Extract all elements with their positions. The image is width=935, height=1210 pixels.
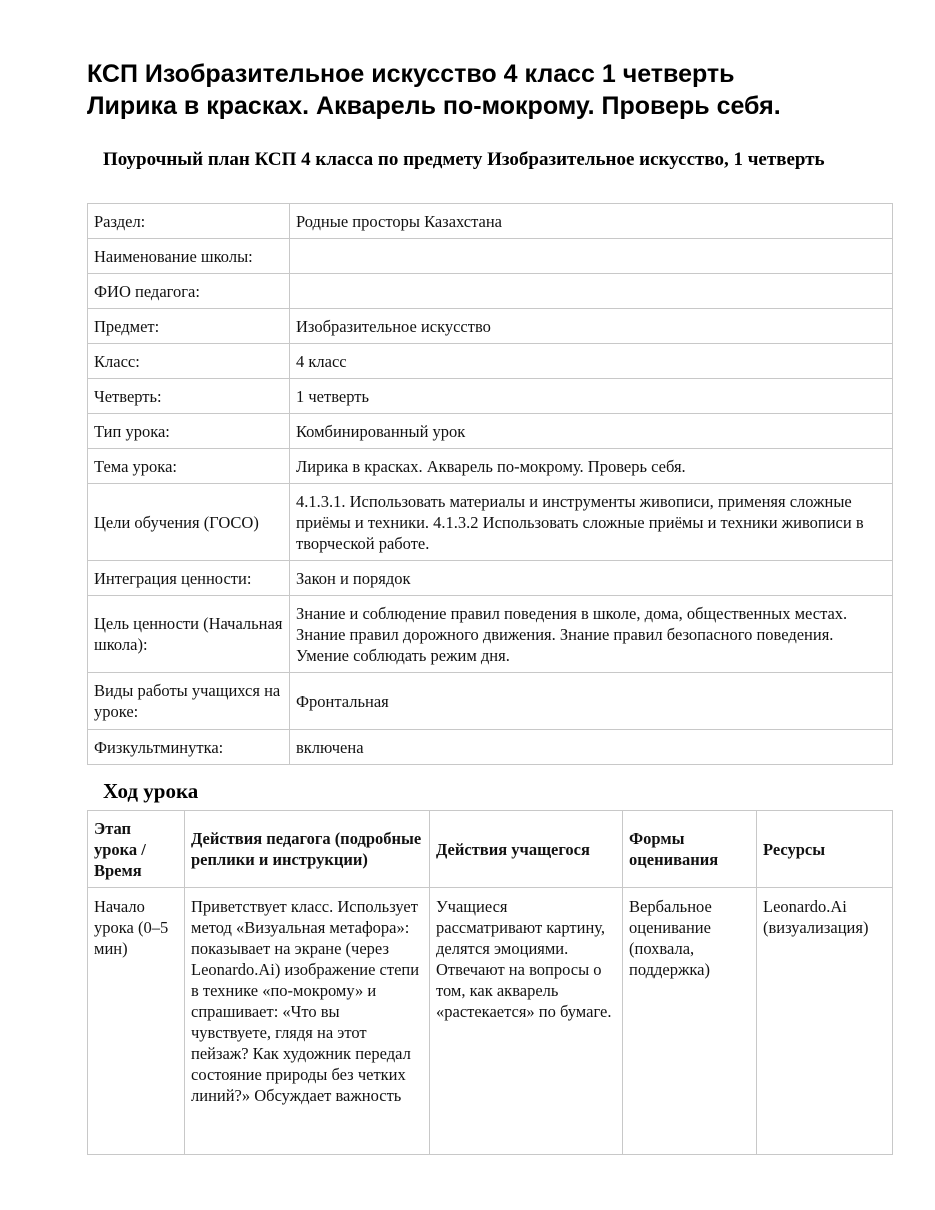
info-value: Родные просторы Казахстана: [290, 204, 893, 239]
assessment-cell: Вербальное оценивание (похвала, поддержка): [623, 888, 757, 1155]
info-value: 4.1.3.1. Использовать материалы и инструменты живописи, применяя сложные приёмы и техники. 4.1.3.2 Использовать сложные приёмы и техники живописи в творческой работе.: [290, 484, 893, 561]
column-header-assessment: Формы оценивания: [623, 811, 757, 888]
page-title-line-2: Лирика в красках. Акварель по-мокрому. Проверь себя.: [87, 92, 781, 120]
info-label: Тип урока:: [88, 414, 290, 449]
info-value: Закон и порядок: [290, 561, 893, 596]
info-value: 1 четверть: [290, 379, 893, 414]
info-label: Физкультминутка:: [88, 730, 290, 765]
teacher-actions-cell: Приветствует класс. Использует метод «Визуальная метафора»: показывает на экране (через Leonardo.Ai) изображение степи в технике «по-мокрому» и спрашивает: «Что вы чувствуете, глядя на этот пейзаж? Как художник передал состояние природы без четких линий?» Обсуждает важность: [185, 888, 430, 1155]
stage-cell: Начало урока (0–5 мин): [88, 888, 185, 1155]
info-value: Фронтальная: [290, 673, 893, 730]
info-label: ФИО педагога:: [88, 274, 290, 309]
table-row: [88, 596, 893, 673]
table-row: [88, 239, 893, 274]
lesson-progress-table: [87, 810, 893, 1155]
table-row: [88, 274, 893, 309]
info-value: Комбинированный урок: [290, 414, 893, 449]
table-row: [88, 561, 893, 596]
lesson-progress-heading: Ход урока: [103, 779, 199, 803]
table-header-row: [88, 811, 893, 888]
column-header-student-actions: Действия учащегося: [430, 811, 623, 888]
student-actions-cell: Учащиеся рассматривают картину, делятся эмоциями. Отвечают на вопросы о том, как акварель «растекается» по бумаге.: [430, 888, 623, 1155]
info-label: Цели обучения (ГОСО): [88, 484, 290, 561]
resources-cell: Leonardo.Ai (визуализация): [757, 888, 893, 1155]
info-label: Класс:: [88, 344, 290, 379]
info-label: Цель ценности (Начальная школа):: [88, 596, 290, 673]
page-title: [87, 58, 887, 122]
column-header-teacher-actions: Действия педагога (подробные реплики и инструкции): [185, 811, 430, 888]
info-label: Виды работы учащихся на уроке:: [88, 673, 290, 730]
table-row: [88, 204, 893, 239]
table-row: [88, 379, 893, 414]
info-value: включена: [290, 730, 893, 765]
table-row: [88, 888, 893, 1155]
lesson-info-table: [87, 203, 893, 765]
page-title-line-1: КСП Изобразительное искусство 4 класс 1 четверть: [87, 60, 735, 88]
info-value: 4 класс: [290, 344, 893, 379]
info-value: [290, 239, 893, 274]
table-row: [88, 414, 893, 449]
column-header-stage: Этап урока / Время: [88, 811, 185, 888]
info-value: Знание и соблюдение правил поведения в школе, дома, общественных местах. Знание правил дорожного движения. Знание правил безопасного поведения. Умение соблюдать режим дня.: [290, 596, 893, 673]
info-value: [290, 274, 893, 309]
info-label: Наименование школы:: [88, 239, 290, 274]
info-label: Раздел:: [88, 204, 290, 239]
table-row: [88, 484, 893, 561]
info-value: Лирика в красках. Акварель по-мокрому. Проверь себя.: [290, 449, 893, 484]
column-header-resources: Ресурсы: [757, 811, 893, 888]
info-label: Интеграция ценности:: [88, 561, 290, 596]
info-label: Четверть:: [88, 379, 290, 414]
info-value: Изобразительное искусство: [290, 309, 893, 344]
table-row: [88, 673, 893, 730]
info-label: Предмет:: [88, 309, 290, 344]
plan-heading: Поурочный план КСП 4 класса по предмету Изобразительное искусство, 1 четверть: [103, 149, 825, 170]
info-label: Тема урока:: [88, 449, 290, 484]
table-row: [88, 344, 893, 379]
table-row: [88, 730, 893, 765]
table-row: [88, 449, 893, 484]
table-row: [88, 309, 893, 344]
